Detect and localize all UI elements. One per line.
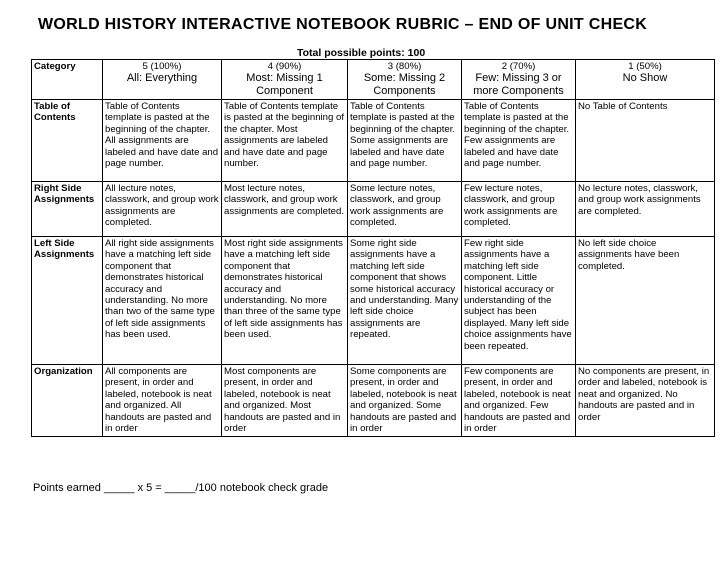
rubric-cell: Table of Contents template is pasted at the beginning of the chapter. Some assignments are labeled and have date and page number.	[348, 100, 462, 182]
rubric-cell: No components are present, in order and labeled, notebook is neat and organized. No handouts are pasted and in order	[576, 365, 715, 437]
level-label: Most: Missing 1 Component	[246, 72, 323, 97]
level-header-3	[348, 60, 462, 100]
level-header-5	[103, 60, 222, 100]
level-score: 4 (90%)	[267, 61, 302, 72]
rubric-cell: All right side assignments have a matching left side component that demonstrates historical accuracy and understanding. No more than two of the same type of left side assignments has been used.	[103, 237, 222, 365]
category-cell: Left Side Assignments	[32, 237, 103, 365]
level-label: No Show	[622, 72, 668, 85]
header-row	[32, 60, 715, 100]
level-header-4	[222, 60, 348, 100]
level-header-1	[576, 60, 715, 100]
category-cell: Organization	[32, 365, 103, 437]
table-row	[32, 182, 715, 237]
rubric-cell: Most components are present, in order and labeled, notebook is neat and organized. Most handouts are pasted and in order	[222, 365, 348, 437]
level-score: 1 (50%)	[628, 61, 662, 72]
rubric-cell: Table of Contents template is pasted at the beginning of the chapter. Few assignments are labeled and have date and page number.	[462, 100, 576, 182]
rubric-cell: All lecture notes, classwork, and group work assignments are completed.	[103, 182, 222, 237]
category-header: Category	[32, 60, 103, 100]
rubric-cell: Few right side assignments have a matching left side component. Little historical accuracy or understanding of the subject has been displayed. Many left side choice assignments have been repeated.	[462, 237, 576, 365]
rubric-cell: Some lecture notes, classwork, and group work assignments are completed.	[348, 182, 462, 237]
level-header-2	[462, 60, 576, 100]
level-score: 3 (80%)	[387, 61, 422, 72]
table-row	[32, 365, 715, 437]
level-label: Some: Missing 2 Components	[363, 72, 446, 97]
table-row	[32, 237, 715, 365]
rubric-cell: Some components are present, in order and labeled, notebook is neat and organized. Some handouts are pasted and in order	[348, 365, 462, 437]
level-label: All: Everything	[126, 72, 198, 85]
table-row	[32, 100, 715, 182]
rubric-cell: Few lecture notes, classwork, and group work assignments are completed.	[462, 182, 576, 237]
total-possible-points: Total possible points: 100	[297, 47, 426, 59]
level-score: 2 (70%)	[501, 61, 536, 72]
rubric-cell: Most right side assignments have a matching left side component that demonstrates historical accuracy and understanding. No more than three of the same type of left side assignments has been used.	[222, 237, 348, 365]
level-score: 5 (100%)	[142, 61, 182, 72]
rubric-cell: No lecture notes, classwork, and group work assignments are completed.	[576, 182, 715, 237]
rubric-cell: No left side choice assignments have been completed.	[576, 237, 715, 365]
rubric-cell: Few components are present, in order and labeled, notebook is neat and organized. Few handouts are pasted and in order	[462, 365, 576, 437]
category-cell: Table of Contents	[32, 100, 103, 182]
rubric-cell: Table of Contents template is pasted at the beginning of the chapter. All assignments are labeled and have date and page number.	[103, 100, 222, 182]
rubric-cell: Some right side assignments have a matching left side component that shows some historical accuracy and understanding. Many left side choice assignments are repeated.	[348, 237, 462, 365]
rubric-table	[31, 59, 715, 437]
rubric-cell: Table of Contents template is pasted at the beginning of the chapter. Most assignments are labeled and have date and page number.	[222, 100, 348, 182]
rubric-title: WORLD HISTORY INTERACTIVE NOTEBOOK RUBRIC – END OF UNIT CHECK	[38, 16, 648, 33]
category-cell: Right Side Assignments	[32, 182, 103, 237]
rubric-cell: No Table of Contents	[576, 100, 715, 182]
rubric-cell: Most lecture notes, classwork, and group work assignments are completed.	[222, 182, 348, 237]
rubric-cell: All components are present, in order and labeled, notebook is neat and organized. All handouts are pasted and in order	[103, 365, 222, 437]
level-label: Few: Missing 3 or more Components	[473, 72, 564, 97]
points-earned-line: Points earned _____ x 5 = _____/100 notebook check grade	[33, 482, 329, 494]
